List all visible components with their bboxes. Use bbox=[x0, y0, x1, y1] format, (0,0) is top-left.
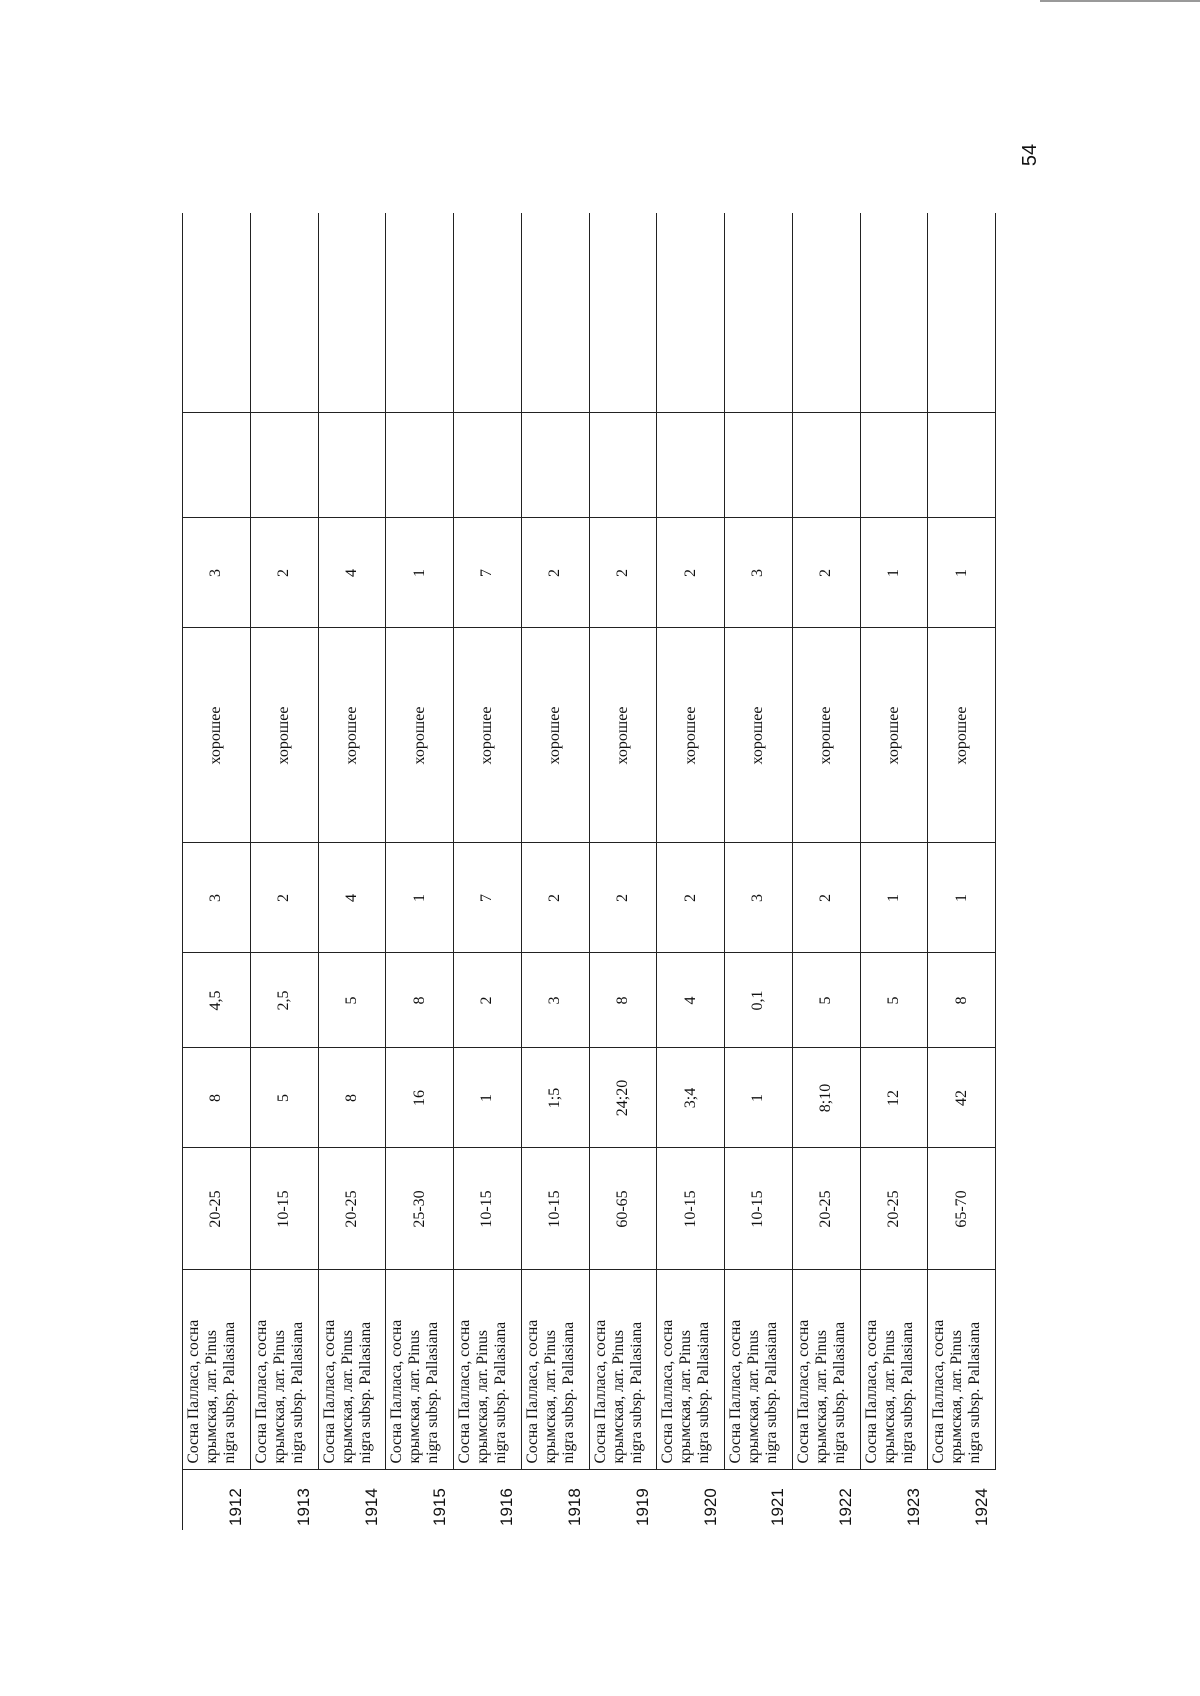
species-line: Сосна Палласа, сосна bbox=[727, 1319, 744, 1464]
table-row bbox=[928, 213, 996, 1530]
species-line: nigra subsp. Pallasiana bbox=[559, 1321, 577, 1464]
empty-cell bbox=[860, 213, 928, 413]
count-cell: 7 bbox=[454, 843, 522, 953]
condition-cell: хорошее bbox=[454, 628, 522, 843]
height-cell: 1 bbox=[725, 1048, 793, 1148]
species-line: Сосна Палласа, сосна bbox=[659, 1319, 677, 1464]
empty-cell bbox=[725, 213, 793, 413]
species-line: Сосна Палласа, сосна bbox=[320, 1319, 338, 1464]
table-row bbox=[589, 213, 657, 1530]
species-line: Сосна Палласа, сосна bbox=[456, 1319, 473, 1464]
count-cell: 3 bbox=[183, 843, 251, 953]
empty-cell bbox=[386, 413, 454, 518]
empty-cell bbox=[183, 213, 251, 413]
species-cell bbox=[725, 1270, 793, 1470]
height-cell: 42 bbox=[928, 1048, 996, 1148]
age-cell: 10-15 bbox=[250, 1148, 318, 1270]
empty-cell bbox=[183, 413, 251, 518]
empty-cell bbox=[657, 413, 725, 518]
count-cell: 2 bbox=[657, 843, 725, 953]
empty-cell bbox=[792, 413, 860, 518]
count-2-cell: 2 bbox=[589, 518, 657, 628]
count-2-cell: 3 bbox=[183, 518, 251, 628]
species-line: крымская, лат. Pinus bbox=[677, 1330, 695, 1464]
age-cell: 25-30 bbox=[386, 1148, 454, 1270]
year-cell: 1914 bbox=[318, 1470, 386, 1530]
species-cell bbox=[589, 1270, 657, 1470]
empty-cell bbox=[657, 213, 725, 413]
species-cell bbox=[386, 1270, 454, 1470]
year-cell: 1923 bbox=[860, 1470, 928, 1530]
count-cell: 1 bbox=[860, 843, 928, 953]
count-cell: 2 bbox=[792, 843, 860, 953]
age-cell: 10-15 bbox=[521, 1148, 589, 1270]
empty-cell bbox=[589, 413, 657, 518]
diameter-cell: 4 bbox=[657, 953, 725, 1048]
age-cell: 20-25 bbox=[860, 1148, 928, 1270]
age-cell: 20-25 bbox=[183, 1148, 251, 1270]
height-cell: 8 bbox=[183, 1048, 251, 1148]
condition-cell: хорошее bbox=[250, 628, 318, 843]
empty-cell bbox=[792, 213, 860, 413]
species-line: nigra subsp. Pallasiana bbox=[288, 1321, 306, 1464]
empty-cell bbox=[454, 213, 522, 413]
species-cell bbox=[318, 1270, 386, 1470]
condition-cell: хорошее bbox=[318, 628, 386, 843]
age-cell: 65-70 bbox=[928, 1148, 996, 1270]
empty-cell bbox=[725, 413, 793, 518]
diameter-cell: 0,1 bbox=[725, 953, 793, 1048]
diameter-cell: 5 bbox=[792, 953, 860, 1048]
count-2-cell: 1 bbox=[928, 518, 996, 628]
species-cell bbox=[657, 1270, 725, 1470]
condition-cell: хорошее bbox=[725, 628, 793, 843]
year-cell: 1913 bbox=[250, 1470, 318, 1530]
condition-cell: хорошее bbox=[521, 628, 589, 843]
species-line: nigra subsp. Pallasiana bbox=[695, 1321, 713, 1464]
species-line: крымская, лат. Pinus bbox=[812, 1330, 830, 1464]
species-line: nigra subsp. Pallasiana bbox=[424, 1321, 442, 1464]
species-line: Сосна Палласа, сосна bbox=[523, 1319, 541, 1464]
year-cell: 1924 bbox=[928, 1470, 996, 1530]
empty-cell bbox=[928, 413, 996, 518]
table-container bbox=[182, 213, 996, 1530]
species-line: крымская, лат. Pinus bbox=[541, 1330, 559, 1464]
species-cell bbox=[454, 1270, 522, 1470]
condition-cell: хорошее bbox=[183, 628, 251, 843]
species-line: Сосна Палласа, сосна bbox=[930, 1319, 948, 1464]
height-cell: 3;4 bbox=[657, 1048, 725, 1148]
species-line: крымская, лат. Pinus bbox=[948, 1330, 966, 1464]
count-cell: 2 bbox=[250, 843, 318, 953]
age-cell: 20-25 bbox=[318, 1148, 386, 1270]
count-2-cell: 2 bbox=[792, 518, 860, 628]
condition-cell: хорошее bbox=[589, 628, 657, 843]
species-line: крымская, лат. Pinus bbox=[406, 1330, 424, 1464]
empty-cell bbox=[318, 213, 386, 413]
year-cell: 1915 bbox=[386, 1470, 454, 1530]
age-cell: 10-15 bbox=[454, 1148, 522, 1270]
species-line: nigra subsp. Pallasiana bbox=[627, 1321, 645, 1464]
species-line: nigra subsp. Pallasiana bbox=[492, 1321, 509, 1464]
species-cell bbox=[792, 1270, 860, 1470]
condition-cell: хорошее bbox=[657, 628, 725, 843]
count-cell: 4 bbox=[318, 843, 386, 953]
species-cell bbox=[928, 1270, 996, 1470]
age-cell: 20-25 bbox=[792, 1148, 860, 1270]
rotated-table-frame bbox=[182, 213, 996, 1530]
year-cell: 1922 bbox=[792, 1470, 860, 1530]
diameter-cell: 2,5 bbox=[250, 953, 318, 1048]
height-cell: 1 bbox=[454, 1048, 522, 1148]
condition-cell: хорошее bbox=[928, 628, 996, 843]
table-row bbox=[860, 213, 928, 1530]
species-line: Сосна Палласа, сосна bbox=[591, 1319, 609, 1464]
table-row bbox=[454, 213, 522, 1530]
empty-cell bbox=[250, 413, 318, 518]
year-cell: 1921 bbox=[725, 1470, 793, 1530]
count-cell: 2 bbox=[589, 843, 657, 953]
diameter-cell: 5 bbox=[860, 953, 928, 1048]
age-cell: 10-15 bbox=[657, 1148, 725, 1270]
count-2-cell: 2 bbox=[657, 518, 725, 628]
species-line: Сосна Палласа, сосна bbox=[185, 1319, 202, 1464]
species-line: Сосна Палласа, сосна bbox=[794, 1319, 812, 1464]
diameter-cell: 5 bbox=[318, 953, 386, 1048]
table-row bbox=[725, 213, 793, 1530]
scan-edge-line bbox=[1040, 0, 1200, 2]
empty-cell bbox=[521, 413, 589, 518]
empty-cell bbox=[589, 213, 657, 413]
table-row bbox=[250, 213, 318, 1530]
species-line: nigra subsp. Pallasiana bbox=[356, 1321, 374, 1464]
age-cell: 60-65 bbox=[589, 1148, 657, 1270]
count-2-cell: 2 bbox=[250, 518, 318, 628]
empty-cell bbox=[318, 413, 386, 518]
count-2-cell: 7 bbox=[454, 518, 522, 628]
empty-cell bbox=[454, 413, 522, 518]
count-cell: 3 bbox=[725, 843, 793, 953]
table-row bbox=[657, 213, 725, 1530]
height-cell: 12 bbox=[860, 1048, 928, 1148]
diameter-cell: 3 bbox=[521, 953, 589, 1048]
species-line: крымская, лат. Pinus bbox=[474, 1330, 491, 1464]
species-line: nigra subsp. Pallasiana bbox=[966, 1321, 984, 1464]
year-cell: 1912 bbox=[183, 1470, 251, 1530]
diameter-cell: 4,5 bbox=[183, 953, 251, 1048]
species-line: Сосна Палласа, сосна bbox=[252, 1319, 270, 1464]
table-row bbox=[792, 213, 860, 1530]
condition-cell: хорошее bbox=[386, 628, 454, 843]
year-cell: 1918 bbox=[521, 1470, 589, 1530]
condition-cell: хорошее bbox=[792, 628, 860, 843]
count-cell: 1 bbox=[386, 843, 454, 953]
height-cell: 8 bbox=[318, 1048, 386, 1148]
count-cell: 2 bbox=[521, 843, 589, 953]
species-line: крымская, лат. Pinus bbox=[270, 1330, 288, 1464]
height-cell: 1;5 bbox=[521, 1048, 589, 1148]
diameter-cell: 8 bbox=[386, 953, 454, 1048]
diameter-cell: 8 bbox=[928, 953, 996, 1048]
empty-cell bbox=[386, 213, 454, 413]
year-cell: 1919 bbox=[589, 1470, 657, 1530]
count-cell: 1 bbox=[928, 843, 996, 953]
empty-cell bbox=[928, 213, 996, 413]
table-row bbox=[521, 213, 589, 1530]
species-line: крымская, лат. Pinus bbox=[338, 1330, 356, 1464]
species-cell bbox=[521, 1270, 589, 1470]
species-line: Сосна Палласа, сосна bbox=[388, 1319, 406, 1464]
height-cell: 16 bbox=[386, 1048, 454, 1148]
page-number: 54 bbox=[1019, 143, 1041, 167]
species-cell bbox=[183, 1270, 251, 1470]
species-line: крымская, лат. Pinus bbox=[880, 1330, 898, 1464]
species-line: Сосна Палласа, сосна bbox=[862, 1319, 880, 1464]
count-2-cell: 3 bbox=[725, 518, 793, 628]
species-line: крымская, лат. Pinus bbox=[609, 1330, 627, 1464]
diameter-cell: 8 bbox=[589, 953, 657, 1048]
year-cell: 1916 bbox=[454, 1470, 522, 1530]
empty-cell bbox=[521, 213, 589, 413]
count-2-cell: 4 bbox=[318, 518, 386, 628]
empty-cell bbox=[250, 213, 318, 413]
height-cell: 8;10 bbox=[792, 1048, 860, 1148]
condition-cell: хорошее bbox=[860, 628, 928, 843]
height-cell: 24;20 bbox=[589, 1048, 657, 1148]
height-cell: 5 bbox=[250, 1048, 318, 1148]
species-line: nigra subsp. Pallasiana bbox=[830, 1321, 848, 1464]
species-line: крымская, лат. Pinus bbox=[203, 1330, 220, 1464]
species-cell bbox=[860, 1270, 928, 1470]
species-line: крымская, лат. Pinus bbox=[745, 1330, 762, 1464]
table-row bbox=[386, 213, 454, 1530]
species-line: nigra subsp. Pallasiana bbox=[221, 1321, 238, 1464]
tree-inventory-table bbox=[182, 213, 996, 1530]
species-line: nigra subsp. Pallasiana bbox=[763, 1321, 780, 1464]
table-row bbox=[318, 213, 386, 1530]
diameter-cell: 2 bbox=[454, 953, 522, 1048]
species-cell bbox=[250, 1270, 318, 1470]
count-2-cell: 1 bbox=[386, 518, 454, 628]
age-cell: 10-15 bbox=[725, 1148, 793, 1270]
year-cell: 1920 bbox=[657, 1470, 725, 1530]
species-line: nigra subsp. Pallasiana bbox=[898, 1321, 916, 1464]
empty-cell bbox=[860, 413, 928, 518]
count-2-cell: 1 bbox=[860, 518, 928, 628]
table-row bbox=[183, 213, 251, 1530]
count-2-cell: 2 bbox=[521, 518, 589, 628]
